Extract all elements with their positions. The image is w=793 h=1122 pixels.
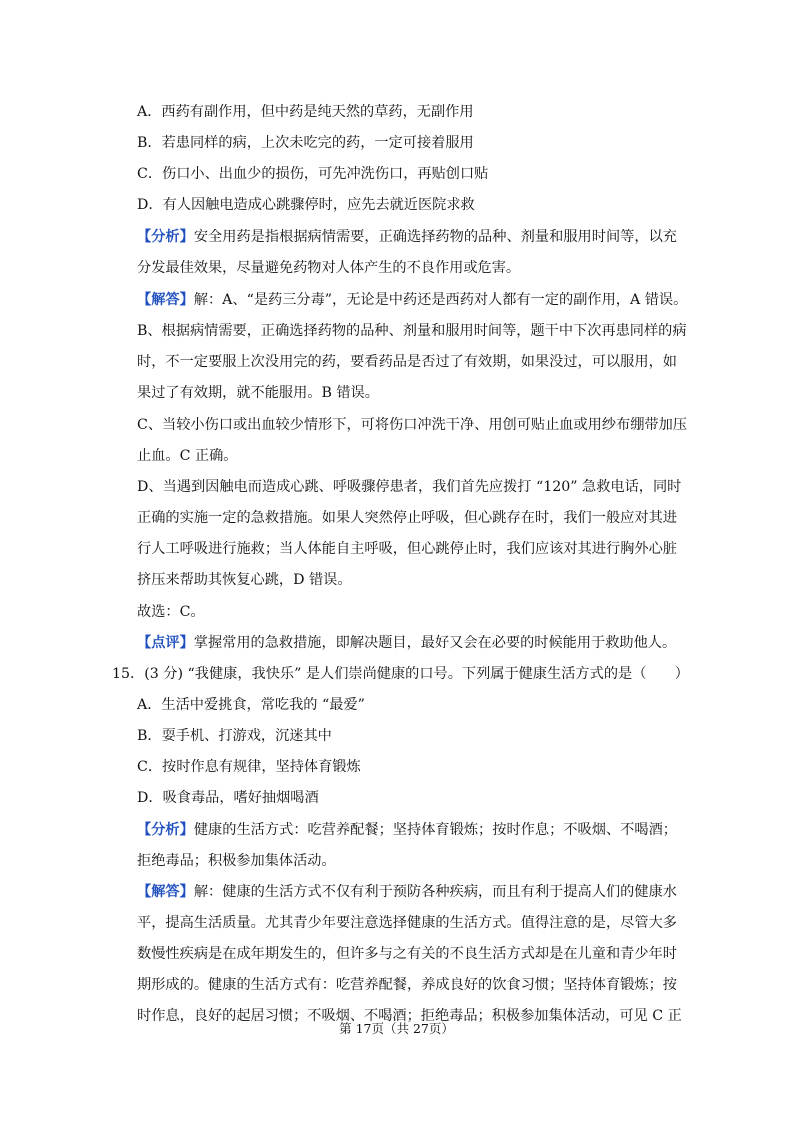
- q14-answer-d-1: D、当遇到因触电而造成心跳、呼吸骤停患者，我们首先应拨打 “120” 急救电话，同时: [137, 479, 682, 495]
- q14-answer-b-3: 果过了有效期，就不能服用。B 错误。: [137, 385, 379, 401]
- q14-option-b: B．若患同样的病，上次未吃完的药，一定可接着服用: [137, 135, 474, 151]
- q14-answer-b-2: 时，不一定要服上次没用完的药，要看药品是否过了有效期，如果没过，可以服用，如: [137, 354, 677, 370]
- q14-answer-c-1: C、当较小伤口或出血较少情形下，可将伤口冲洗干净、用创可贴止血或用纱布绷带加压: [137, 417, 687, 433]
- q14-answer-choice: 故选：C。: [137, 604, 205, 620]
- q14-answer-line: [137, 289, 688, 311]
- q15-answer-line-5: 时作息，良好的起居习惯；不吸烟、不喝酒；拒绝毒品；积极参加集体活动，可见 C 正: [137, 1008, 682, 1024]
- q14-analysis-text: 安全用药是指根据病情需要，正确选择药物的品种、剂量和服用时间等，以充: [193, 229, 677, 245]
- q14-option-c: C．伤口小、出血少的损伤，可先冲洗伤口，再贴创口贴: [137, 166, 489, 182]
- q14-answer-d-4: 挤压来帮助其恢复心跳，D 错误。: [137, 572, 352, 588]
- analysis-tag: 【分析】: [137, 229, 194, 245]
- q14-answer-d-3: 行人工呼吸进行施救；当人体能自主呼吸，但心跳停止时，我们应该对其进行胸外心脏: [137, 541, 677, 557]
- q15-stem: 15．(3 分) “我健康，我快乐” 是人们崇尚健康的口号。下列属于健康生活方式的是（ ）: [112, 666, 689, 682]
- q14-option-d: D．有人因触电造成心跳骤停时，应先去就近医院求救: [137, 197, 475, 213]
- q15-analysis-line-2: 拒绝毒品；积极参加集体活动。: [137, 853, 336, 869]
- q15-analysis-line: [137, 819, 677, 841]
- q14-analysis-line: [137, 226, 677, 248]
- q14-answer-b-1: B、根据病情需要，正确选择药物的品种、剂量和服用时间等，题干中下次再患同样的病: [137, 323, 687, 339]
- q15-answer-line-2: 平，提高生活质量。尤其青少年要注意选择健康的生活方式。值得注意的是，尽管大多: [137, 915, 677, 931]
- q15-option-d: D．吸食毒品，嗜好抽烟喝酒: [137, 790, 319, 806]
- q14-answer-text: 解：A、“是药三分毒”，无论是中药还是西药对人都有一定的副作用，A 错误。: [193, 292, 688, 308]
- q15-answer-line: [137, 881, 677, 903]
- q14-comment-line: [137, 632, 677, 654]
- q14-answer-c-2: 止血。C 正确。: [137, 448, 238, 464]
- q14-option-a: A．西药有副作用，但中药是纯天然的草药，无副作用: [137, 104, 474, 120]
- answer-tag: 【解答】: [137, 292, 194, 308]
- q15-answer-line-3: 数慢性疾病是在成年期发生的，但许多与之有关的不良生活方式却是在儿童和青少年时: [137, 946, 677, 962]
- answer-tag: 【解答】: [137, 884, 194, 900]
- page-footer: 第 17页（共 27页）: [339, 1021, 454, 1036]
- q15-answer-line-4: 期形成的。健康的生活方式有：吃营养配餐，养成良好的饮食习惯；坚持体育锻炼；按: [137, 977, 677, 993]
- q15-option-b: B．耍手机、打游戏，沉迷其中: [137, 728, 332, 744]
- q15-answer-text: 解：健康的生活方式不仅有利于预防各种疾病，而且有利于提高人们的健康水: [193, 884, 677, 900]
- q14-comment-text: 掌握常用的急救措施，即解决题目，最好又会在必要的时候能用于救助他人。: [193, 635, 677, 651]
- q14-answer-d-2: 正确的实施一定的急救措施。如果人突然停止呼吸，但心跳存在时，我们一般应对其进: [137, 510, 677, 526]
- q15-option-a: A．生活中爱挑食，常吃我的 “最爱”: [137, 697, 365, 713]
- analysis-tag: 【分析】: [137, 822, 194, 838]
- q15-option-c: C．按时作息有规律，坚持体育锻炼: [137, 759, 361, 775]
- q15-analysis-text: 健康的生活方式：吃营养配餐；坚持体育锻炼；按时作息；不吸烟、不喝酒；: [193, 822, 677, 838]
- q14-analysis-line-2: 分发最佳效果，尽量避免药物对人体产生的不良作用或危害。: [137, 260, 521, 276]
- comment-tag: 【点评】: [137, 635, 194, 651]
